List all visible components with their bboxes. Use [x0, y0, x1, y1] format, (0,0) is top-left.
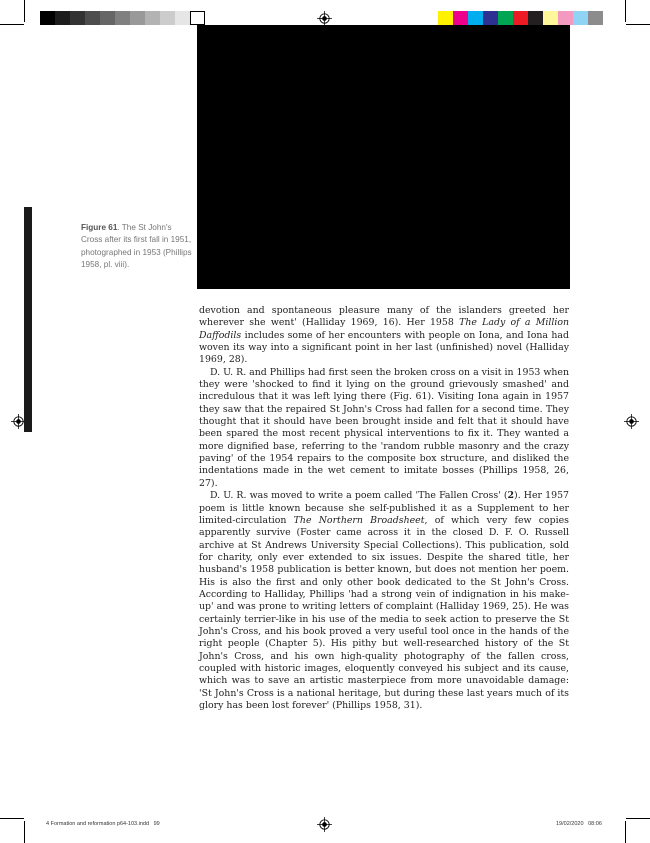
slug-timestamp: 19/02/2020 08:06	[556, 821, 602, 827]
registration-mark-icon	[317, 11, 332, 26]
color-swatch	[468, 11, 483, 25]
color-swatch	[40, 11, 55, 25]
color-swatch	[588, 11, 603, 25]
color-swatch	[160, 11, 175, 25]
paragraph-text: includes some of her encounters with people on Iona, and Iona had woven its way into a significant point in her last (unfinished) novel (Halliday 1969, 28).	[199, 329, 569, 366]
caption-text: . The St John's Cross after its first fall in 1951, photographed in 1953 (Phillips 1958, pl. viii).	[81, 223, 192, 270]
paragraph-text: ). Her 1957 poem is little known because she self-published it as a Supplement to her limited-circulation	[199, 490, 569, 526]
paragraph-1	[199, 305, 569, 367]
figure-caption	[81, 222, 193, 272]
crop-mark	[0, 24, 24, 25]
color-swatch	[543, 11, 558, 25]
color-swatch	[573, 11, 588, 25]
figure-61-photo	[197, 25, 570, 289]
color-swatch	[55, 11, 70, 25]
grayscale-color-bar	[40, 11, 205, 25]
registration-mark-icon	[317, 817, 332, 832]
chapter-edge-bar	[24, 207, 32, 432]
crop-mark	[626, 24, 650, 25]
cmyk-color-bar	[438, 11, 603, 25]
color-swatch	[85, 11, 100, 25]
paragraph-text: D. U. R. and Phillips had first seen the broken cross on a visit in 1953 when they were 'shocked to find it lying on the ground grievously smashed' and incredulous that it was left lying there (Fig. 61). Visiting Iona again in 1957 they saw that the repaired St John's Cross had fallen for a second time. They thought that it should have been brought inside and felt that it should have been spared the most recent physical interventions to fix it. They wanted a more dignified base, referring to the 'random rubble masonry and the crazy paving' of the 1954 repairs to the composite box structure, and disliked the indentations made in the wet cement to imitate bosses (Phillips 1958, 26, 27).	[199, 366, 569, 489]
crop-mark	[625, 0, 626, 22]
color-swatch	[70, 11, 85, 25]
paragraph-text: devotion and spontaneous pleasure many of the islanders greeted her wherever she went' (Halliday 1969, 16). Her 1958	[199, 305, 569, 329]
color-swatch	[130, 11, 145, 25]
publication-title: The Northern Broadsheet	[293, 514, 425, 526]
color-swatch	[100, 11, 115, 25]
color-swatch	[513, 11, 528, 25]
color-swatch	[190, 11, 205, 25]
color-swatch	[145, 11, 160, 25]
paragraph-2	[199, 367, 569, 490]
crop-mark	[626, 818, 650, 819]
registration-mark-icon	[624, 414, 639, 429]
color-swatch	[453, 11, 468, 25]
color-swatch	[483, 11, 498, 25]
book-title: The Lady of a Million Daffodils	[199, 317, 569, 341]
crop-mark	[625, 821, 626, 843]
color-swatch	[498, 11, 513, 25]
crop-mark	[24, 0, 25, 22]
color-swatch	[175, 11, 190, 25]
paragraph-3	[199, 490, 569, 712]
color-swatch	[558, 11, 573, 25]
color-swatch	[115, 11, 130, 25]
color-swatch	[438, 11, 453, 25]
crop-mark	[0, 818, 24, 819]
slug-file-info: 4 Formation and reformation p64-103.indd 99	[46, 821, 160, 827]
paragraph-text: , of which very few copies apparently survive (Foster came across it in the closed D. F. O. Russell archive at St Andrews University Special Collections). This publication, sold for charity, only ever extended to six issues. Despite the shared title, her husband's 1958 publication is better known, but does not mention her poem. His is also the first and only other book dedicated to the St John's Cross. According to Halliday, Phillips 'had a strong vein of indignation in his make-up' and was prone to writing letters of complaint (Halliday 1969, 25). He was certainly terrier-like in his use of the media to seek action to preserve the St John's Cross, and his book proved a very useful tool once in the hands of the right people (Chapter 5). His pithy but well-researched history of the St John's Cross, and his own high-quality photography of the fallen cross, coupled with historic images, eloquently conveyed his subject and its cause, which was to save an artistic masterpiece from more unavoidable damage: 'St John's Cross is a national heritage, but during these last years much of its glory has been lost forever' (Phillips 1958, 31).	[199, 514, 569, 711]
color-swatch	[528, 11, 543, 25]
caption-label: Figure 61	[81, 223, 118, 232]
poem-reference: 2	[507, 490, 515, 502]
crop-mark	[24, 821, 25, 843]
paragraph-text: D. U. R. was moved to write a poem called 'The Fallen Cross' (	[210, 490, 508, 502]
body-text	[199, 305, 569, 712]
